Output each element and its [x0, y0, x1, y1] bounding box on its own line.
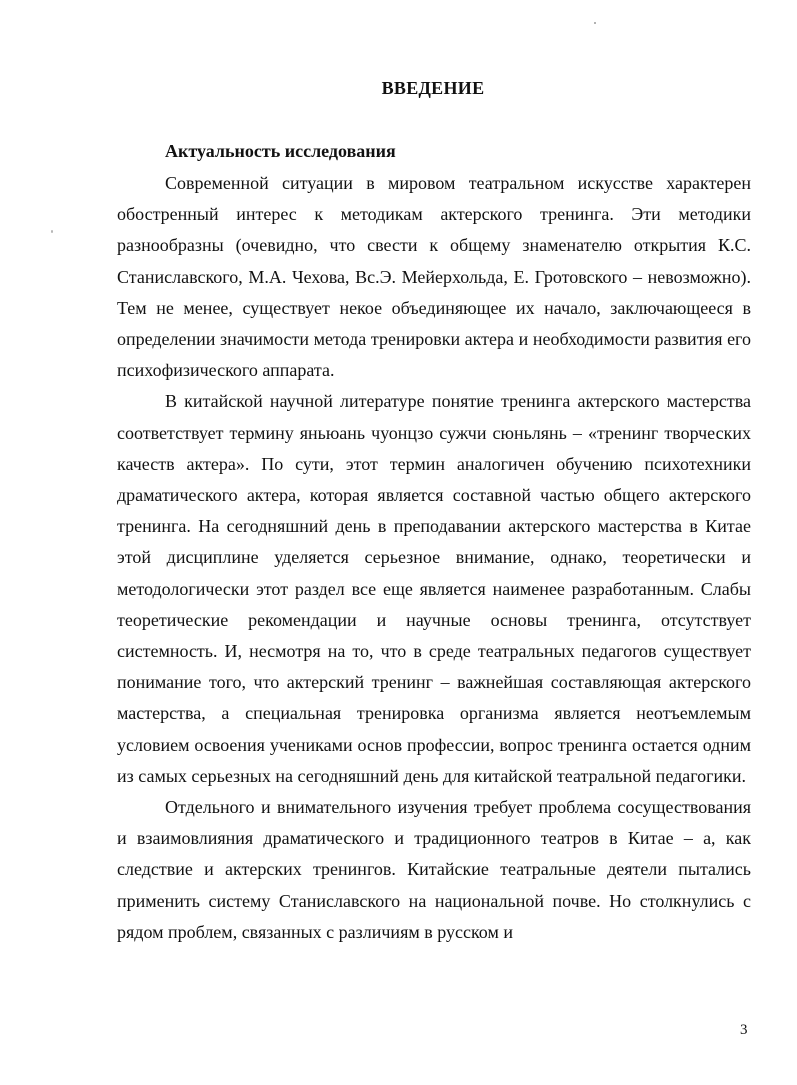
paragraph-3: Отдельного и внимательного изучения требует проблема сосуществования и взаимовлияния драматического и традиционного театров в Китае – а, как следствие и актерских тренингов. Китайские театральные деятели пытались применить систему Станиславского на национальной почве. Но столкнулись с рядом проблем, связанных с различиям в русском и	[117, 797, 751, 942]
paragraph-2: В китайской научной литературе понятие тренинга актерского мастерства соответствует термину яньюань чуонцзо сужчи сюньлянь – «тренинг творческих качеств актера». По сути, этот термин аналогичен обучению психотехники драматического актера, которая является составной частью общего актерского тренинга. На сегодняшний день в преподавании актерского мастерства в Китае этой дисциплине уделяется серьезное внимание, однако, теоретически и методологически этот раздел все еще является наименее разработанным. Слабы теоретические рекомендации и научные основы тренинга, отсутствует системность. И, несмотря на то, что в среде театральных педагогов существует понимание того, что актерский тренинг – важнейшая составляющая актерского мастерства, а специальная тренировка организма является неотъемлемым условием освоения учениками основ профессии, вопрос тренинга остается одним из самых серьезных на сегодняшний день для китайской театральной педагогики.	[117, 391, 751, 786]
body-text	[117, 168, 751, 948]
page-title: ВВЕДЕНИЕ	[381, 78, 485, 98]
scan-speck	[594, 22, 596, 24]
scan-speck	[51, 230, 53, 233]
page-number: 3	[740, 1022, 748, 1038]
section-heading: Актуальность исследования	[165, 141, 396, 161]
paragraph-1: Современной ситуации в мировом театральном искусстве характерен обостренный интерес к методикам актерского тренинга. Эти методики разнообразны (очевидно, что свести к общему знаменателю открытия К.С. Станиславского, М.А. Чехова, Вс.Э. Мейерхольда, Е. Гротовского – невозможно). Тем не менее, существует некое объединяющее их начало, заключающееся в определении значимости метода тренировки актера и необходимости развития его психофизического аппарата.	[117, 173, 751, 381]
